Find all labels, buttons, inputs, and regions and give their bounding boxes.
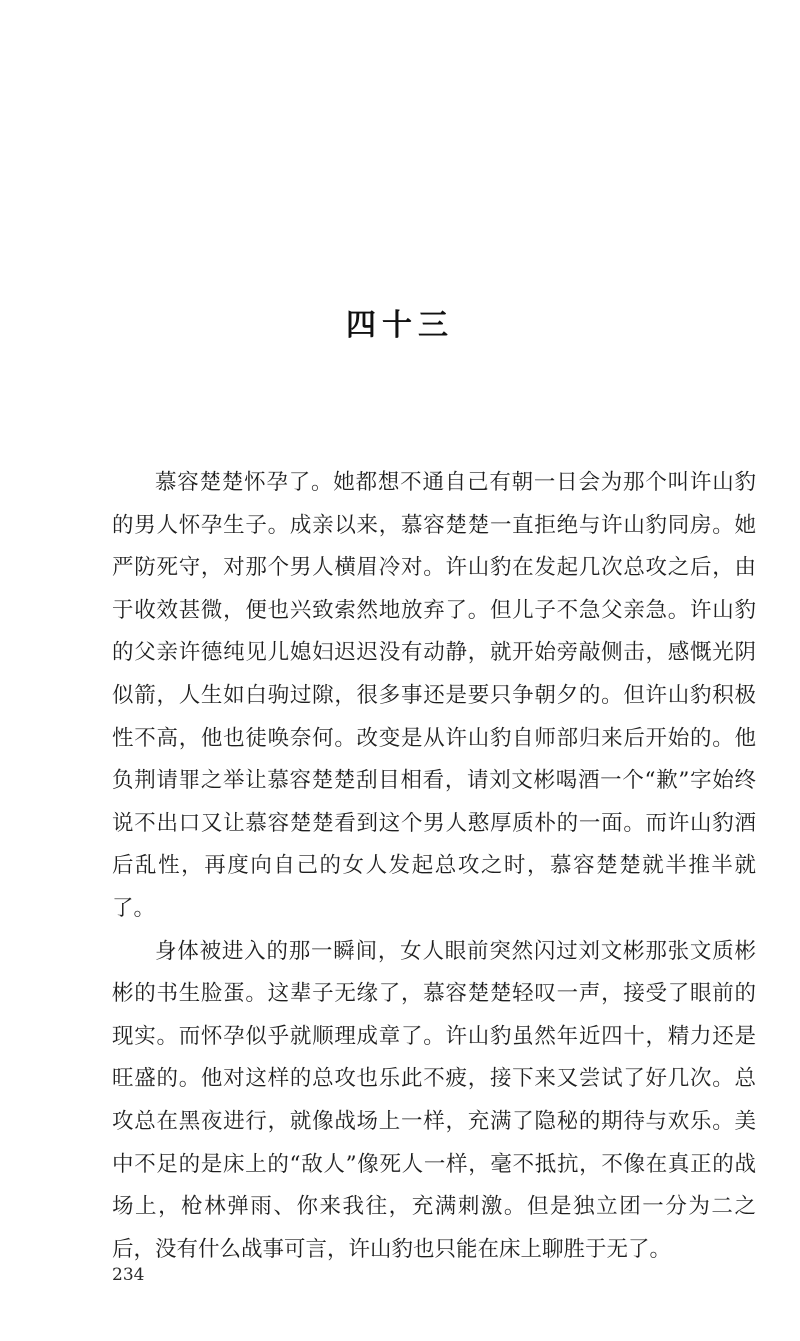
chapter-title: 四十三 — [346, 308, 454, 343]
chapter-body — [112, 462, 756, 1271]
paragraph: 身体被进入的那一瞬间，女人眼前突然闪过刘文彬那张文质彬彬的书生脸蛋。这辈子无缘了，慕容楚楚轻叹一声，接受了眼前的现实。而怀孕似乎就顺理成章了。许山豹虽然年近四十，精力还是旺盛的。他对这样的总攻也乐此不疲，接下来又尝试了好几次。总攻总在黑夜进行，就像战场上一样，充满了隐秘的期待与欢乐。美中不足的是床上的“敌人”像死人一样，毫不抵抗，不像在真正的战场上，枪林弹雨、你来我往，充满刺激。但是独立团一分为二之后，没有什么战事可言，许山豹也只能在床上聊胜于无了。 — [112, 938, 756, 1262]
page-number: 234 — [112, 1265, 145, 1285]
paragraph: 慕容楚楚怀孕了。她都想不通自己有朝一日会为那个叫许山豹的男人怀孕生子。成亲以来，慕容楚楚一直拒绝与许山豹同房。她严防死守，对那个男人横眉冷对。许山豹在发起几次总攻之后，由于收效甚微，便也兴致索然地放弃了。但儿子不急父亲急。许山豹的父亲许德纯见儿媳妇迟迟没有动静，就开始旁敲侧击，感慨光阴似箭，人生如白驹过隙，很多事还是要只争朝夕的。但许山豹积极性不高，他也徒唤奈何。改变是从许山豹自师部归来后开始的。他负荆请罪之举让慕容楚楚刮目相看，请刘文彬喝酒一个“歉”字始终说不出口又让慕容楚楚看到这个男人憨厚质朴的一面。而许山豹酒后乱性，再度向自己的女人发起总攻之时，慕容楚楚就半推半就了。 — [112, 470, 756, 921]
